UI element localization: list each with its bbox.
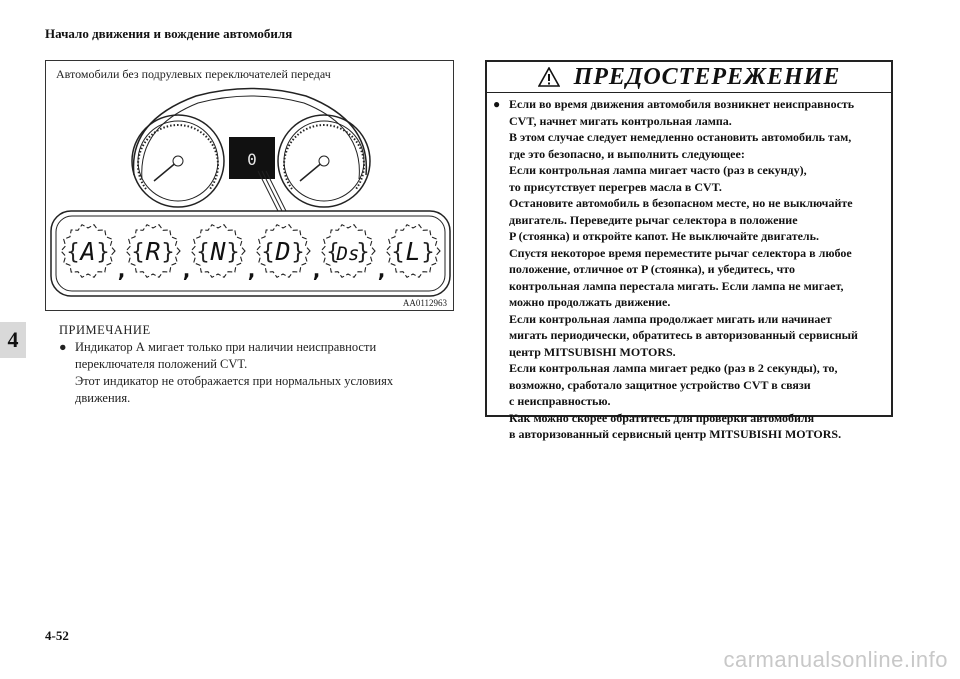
note-title: ПРИМЕЧАНИЕ bbox=[59, 323, 151, 337]
warning-line: где это безопасно, и выполнить следующее: bbox=[509, 146, 745, 161]
figure-id: AA0112963 bbox=[402, 298, 447, 308]
brace-right: } bbox=[96, 240, 110, 265]
indicator-label: R bbox=[145, 237, 161, 266]
figure-caption: Автомобили без подрулевых переключателей передач bbox=[56, 67, 331, 81]
note-line: движения. bbox=[75, 391, 131, 405]
brace-right: } bbox=[226, 240, 240, 265]
note-line: Индикатор А мигает только при наличии неисправности bbox=[75, 340, 377, 354]
indicator-separator: , bbox=[247, 258, 256, 282]
warning-line: CVT, начнет мигать контрольная лампа. bbox=[509, 113, 732, 128]
warning-line: возможно, сработало защитное устройство CVT в связи bbox=[509, 377, 811, 392]
note-item bbox=[59, 339, 444, 407]
brace-left: { bbox=[66, 240, 80, 265]
speedometer-gauge bbox=[132, 115, 224, 207]
warning-box bbox=[485, 60, 893, 441]
indicator-separator: , bbox=[117, 258, 126, 282]
indicator-label: Ds bbox=[336, 243, 360, 265]
brace-left: { bbox=[131, 240, 145, 265]
brace-left: { bbox=[261, 240, 275, 265]
indicator-label: A bbox=[80, 237, 96, 266]
warning-line: то присутствует перегрев масла в CVT. bbox=[509, 179, 722, 194]
brace-left: { bbox=[326, 240, 340, 265]
brace-right: } bbox=[161, 240, 175, 265]
warning-line: двигатель. Переведите рычаг селектора в положение bbox=[509, 212, 798, 227]
running-header: Начало движения и вождение автомобиля bbox=[45, 26, 293, 41]
indicator-label: D bbox=[275, 237, 291, 266]
chapter-tab: 4 bbox=[0, 322, 26, 358]
warning-line: Остановите автомобиль в безопасном месте, но не выключайте bbox=[509, 196, 853, 210]
warning-line: Спустя некоторое время переместите рычаг селектора в любое bbox=[509, 245, 852, 260]
warning-line: Если контрольная лампа продолжает мигать или начинает bbox=[509, 311, 832, 326]
watermark: carmanualsonline.info bbox=[723, 647, 948, 672]
bullet-icon: ● bbox=[59, 340, 67, 354]
indicator-separator: , bbox=[182, 258, 191, 282]
instrument-cluster-illustration bbox=[46, 61, 455, 312]
warning-line: в авторизованный сервисный центр MITSUBISHI MOTORS. bbox=[509, 427, 842, 441]
indicator-label: L bbox=[405, 237, 421, 266]
brace-right: } bbox=[356, 240, 370, 265]
note-text bbox=[75, 339, 393, 407]
note-line: переключателя положений CVT. bbox=[75, 357, 248, 371]
warning-line: Если контрольная лампа мигает редко (раз в 2 секунды), то, bbox=[509, 361, 838, 375]
tachometer-gauge bbox=[278, 115, 370, 207]
instrument-cluster-figure bbox=[45, 60, 454, 311]
warning-line: В этом случае следует немедленно остановить автомобиль там, bbox=[509, 130, 852, 144]
page-number: 4-52 bbox=[45, 628, 69, 643]
brace-left: { bbox=[391, 240, 405, 265]
bullet-icon: ● bbox=[493, 97, 501, 111]
indicator-label: N bbox=[210, 237, 226, 266]
warning-line: с неисправностью. bbox=[509, 394, 611, 408]
warning-title: ПРЕДОСТЕРЕЖЕНИЕ bbox=[573, 63, 841, 90]
brace-left: { bbox=[196, 240, 210, 265]
brace-right: } bbox=[421, 240, 435, 265]
warning-line: Как можно скорее обратитесь для проверки автомобиля bbox=[509, 410, 815, 425]
warning-line: мигать периодически, обратитесь в авторизованный сервисный bbox=[509, 328, 858, 342]
warning-line: положение, отличное от P (стоянка), и убедитесь, что bbox=[509, 262, 795, 276]
note-section bbox=[59, 322, 444, 407]
warning-line: Если контрольная лампа мигает часто (раз в секунду), bbox=[509, 163, 807, 177]
warning-text bbox=[509, 96, 858, 443]
warning-body bbox=[487, 93, 891, 443]
warning-line: центр MITSUBISHI MOTORS. bbox=[509, 344, 676, 359]
warning-triangle-icon bbox=[538, 67, 560, 87]
warning-header bbox=[487, 62, 891, 93]
warning-line: P (стоянка) и откройте капот. Не выключайте двигатель. bbox=[509, 229, 820, 243]
warning-line: можно продолжать движение. bbox=[509, 295, 671, 309]
indicator-separator: , bbox=[312, 258, 321, 282]
note-line: Этот индикатор не отображается при нормальных условиях bbox=[75, 374, 394, 388]
indicator-separator: , bbox=[377, 258, 386, 282]
brace-right: } bbox=[291, 240, 305, 265]
warning-line: контрольная лампа перестала мигать. Если лампа не мигает, bbox=[509, 278, 844, 293]
center-display-value: 0 bbox=[247, 150, 257, 169]
warning-line: Если во время движения автомобиля возникнет неисправность bbox=[509, 97, 855, 111]
